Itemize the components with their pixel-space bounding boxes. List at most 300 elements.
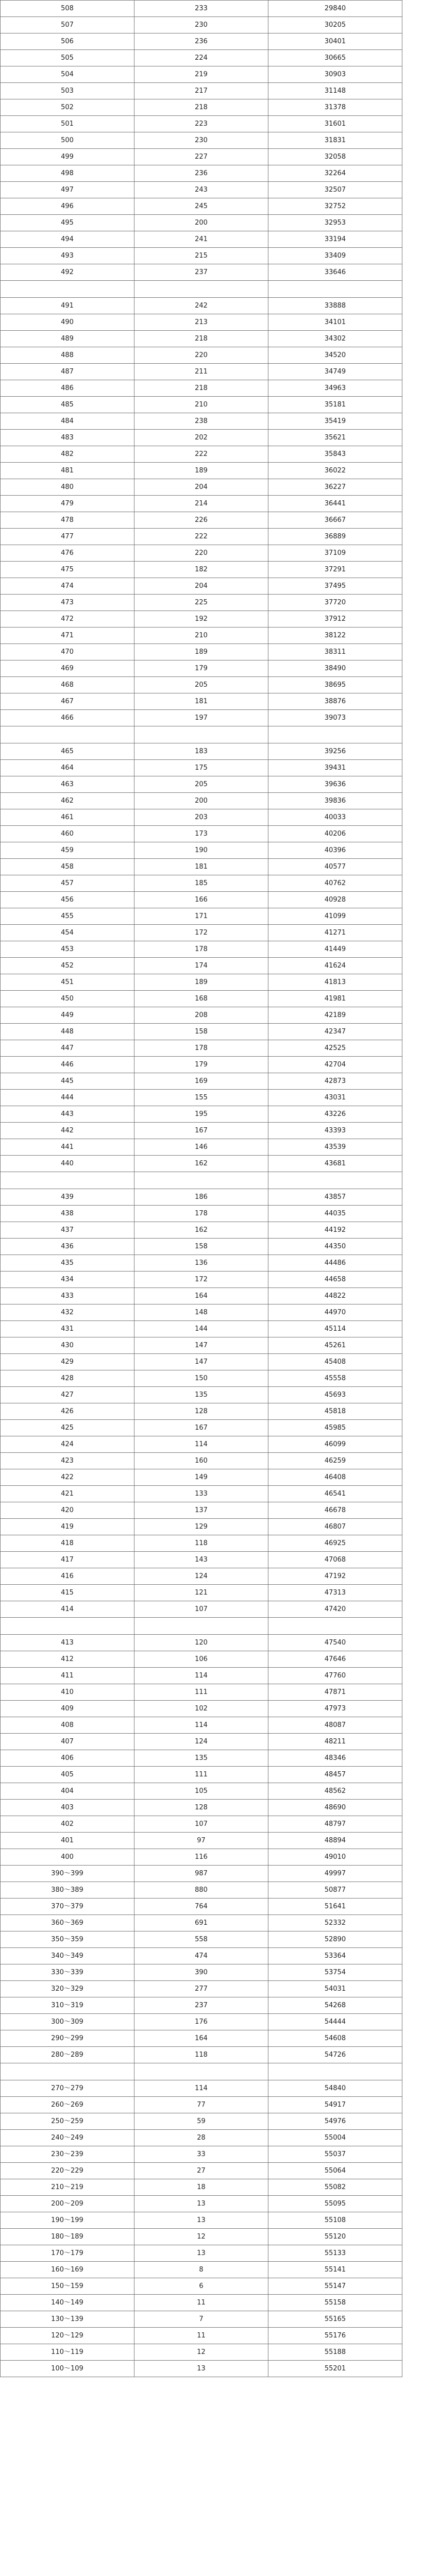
score-cell: 370～379	[1, 1899, 134, 1915]
table-row	[1, 99, 402, 116]
cumulative-count-cell: 29840	[268, 1, 402, 17]
score-cell: 488	[1, 347, 134, 364]
score-cell: 459	[1, 842, 134, 859]
count-cell: 220	[134, 347, 268, 364]
score-cell: 491	[1, 298, 134, 314]
table-row	[1, 1453, 402, 1469]
count-cell: 222	[134, 529, 268, 545]
cumulative-count-cell: 55176	[268, 2328, 402, 2344]
score-cell: 421	[1, 1486, 134, 1502]
score-cell: 413	[1, 1635, 134, 1651]
table-row	[1, 1304, 402, 1321]
cumulative-count-cell: 38490	[268, 660, 402, 677]
score-cell: 475	[1, 562, 134, 578]
table-row	[1, 347, 402, 364]
count-cell: 169	[134, 1073, 268, 1090]
score-cell: 453	[1, 941, 134, 958]
count-cell: 210	[134, 397, 268, 413]
score-cell: 140～149	[1, 2295, 134, 2311]
score-cell: 390～399	[1, 1866, 134, 1882]
table-row	[1, 974, 402, 991]
table-row	[1, 397, 402, 413]
score-cell: 100～109	[1, 2361, 134, 2377]
table-row	[1, 1816, 402, 1833]
cumulative-count-cell: 41624	[268, 958, 402, 974]
table-row	[1, 545, 402, 562]
table-row	[1, 1354, 402, 1370]
table-row	[1, 314, 402, 331]
table-row	[1, 2262, 402, 2278]
cumulative-count-cell: 30205	[268, 17, 402, 33]
table-row	[1, 1734, 402, 1750]
score-cell: 499	[1, 149, 134, 165]
cumulative-count-cell: 48211	[268, 1734, 402, 1750]
score-cell: 472	[1, 611, 134, 628]
table-row	[1, 958, 402, 974]
score-cell: 487	[1, 364, 134, 380]
score-cell: 435	[1, 1255, 134, 1272]
count-cell: 160	[134, 1453, 268, 1469]
score-cell: 350～359	[1, 1931, 134, 1948]
score-cell: 407	[1, 1734, 134, 1750]
score-cell: 404	[1, 1783, 134, 1800]
score-cell: 402	[1, 1816, 134, 1833]
cumulative-count-cell: 55188	[268, 2344, 402, 2361]
score-cell: 494	[1, 231, 134, 248]
cumulative-count-cell: 36889	[268, 529, 402, 545]
cumulative-count-cell: 55064	[268, 2163, 402, 2179]
score-cell: 444	[1, 1090, 134, 1106]
table-row	[1, 380, 402, 397]
score-cell: 417	[1, 1552, 134, 1568]
count-cell: 59	[134, 2113, 268, 2130]
count-cell: 137	[134, 1502, 268, 1519]
table-row	[1, 1239, 402, 1255]
count-cell: 12	[134, 2344, 268, 2361]
score-cell: 505	[1, 50, 134, 66]
count-cell: 222	[134, 446, 268, 463]
count-cell: 219	[134, 66, 268, 83]
cumulative-count-cell: 48346	[268, 1750, 402, 1767]
count-cell: 114	[134, 1436, 268, 1453]
cumulative-count-cell: 54031	[268, 1981, 402, 1997]
table-row	[1, 2014, 402, 2030]
count-cell: 192	[134, 611, 268, 628]
cumulative-count-cell: 30401	[268, 33, 402, 50]
score-cell: 419	[1, 1519, 134, 1535]
score-cell: 470	[1, 644, 134, 660]
cumulative-count-cell: 54976	[268, 2113, 402, 2130]
count-cell: 241	[134, 231, 268, 248]
score-cell: 438	[1, 1206, 134, 1222]
cumulative-count-cell: 37720	[268, 595, 402, 611]
table-row	[1, 1387, 402, 1403]
table-row	[1, 2113, 402, 2130]
table-row	[1, 1321, 402, 1337]
score-cell: 300～309	[1, 2014, 134, 2030]
table-row	[1, 298, 402, 314]
count-cell: 172	[134, 925, 268, 941]
score-cell: 454	[1, 925, 134, 941]
table-row	[1, 1948, 402, 1964]
score-cell: 430	[1, 1337, 134, 1354]
cumulative-count-cell: 47646	[268, 1651, 402, 1668]
score-cell: 408	[1, 1717, 134, 1734]
count-cell: 277	[134, 1981, 268, 1997]
count-cell: 175	[134, 760, 268, 776]
count-cell: 179	[134, 1057, 268, 1073]
cumulative-count-cell: 42189	[268, 1007, 402, 1024]
count-cell: 202	[134, 430, 268, 446]
count-cell: 237	[134, 1997, 268, 2014]
count-cell: 162	[134, 1156, 268, 1172]
score-cell: 465	[1, 743, 134, 760]
count-cell: 33	[134, 2146, 268, 2163]
cumulative-count-cell: 31378	[268, 99, 402, 116]
cumulative-count-cell: 54840	[268, 2080, 402, 2097]
table-row	[1, 2229, 402, 2245]
empty-cell	[1, 1618, 134, 1635]
table-row	[1, 1139, 402, 1156]
score-cell: 443	[1, 1106, 134, 1123]
score-cell: 409	[1, 1701, 134, 1717]
cumulative-count-cell: 31601	[268, 116, 402, 132]
score-cell: 426	[1, 1403, 134, 1420]
table-row	[1, 842, 402, 859]
count-cell: 987	[134, 1866, 268, 1882]
cumulative-count-cell: 30903	[268, 66, 402, 83]
count-cell: 218	[134, 331, 268, 347]
count-cell: 128	[134, 1800, 268, 1816]
count-cell: 12	[134, 2229, 268, 2245]
table-row	[1, 611, 402, 628]
table-row	[1, 1568, 402, 1585]
score-cell: 431	[1, 1321, 134, 1337]
score-cell: 340～349	[1, 1948, 134, 1964]
separator-row	[1, 1172, 402, 1189]
count-cell: 149	[134, 1469, 268, 1486]
count-cell: 158	[134, 1024, 268, 1040]
count-cell: 118	[134, 2047, 268, 2063]
score-cell: 457	[1, 875, 134, 892]
table-row	[1, 1024, 402, 1040]
table-row	[1, 859, 402, 875]
table-row	[1, 1106, 402, 1123]
score-cell: 130～139	[1, 2311, 134, 2328]
table-row	[1, 693, 402, 710]
cumulative-count-cell: 37495	[268, 578, 402, 595]
cumulative-count-cell: 45985	[268, 1420, 402, 1436]
table-row	[1, 991, 402, 1007]
cumulative-count-cell: 48690	[268, 1800, 402, 1816]
cumulative-count-cell: 36227	[268, 479, 402, 496]
count-cell: 164	[134, 1288, 268, 1304]
cumulative-count-cell: 44658	[268, 1272, 402, 1288]
cumulative-count-cell: 55141	[268, 2262, 402, 2278]
count-cell: 155	[134, 1090, 268, 1106]
score-cell: 451	[1, 974, 134, 991]
table-row	[1, 132, 402, 149]
count-cell: 242	[134, 298, 268, 314]
score-cell: 230～239	[1, 2146, 134, 2163]
cumulative-count-cell: 47420	[268, 1601, 402, 1618]
table-row	[1, 628, 402, 644]
count-cell: 474	[134, 1948, 268, 1964]
score-cell: 460	[1, 826, 134, 842]
cumulative-count-cell: 50877	[268, 1882, 402, 1899]
table-row	[1, 17, 402, 33]
count-cell: 13	[134, 2245, 268, 2262]
cumulative-count-cell: 41271	[268, 925, 402, 941]
count-cell: 189	[134, 644, 268, 660]
cumulative-count-cell: 42704	[268, 1057, 402, 1073]
score-cell: 170～179	[1, 2245, 134, 2262]
table-row	[1, 2097, 402, 2113]
score-cell: 508	[1, 1, 134, 17]
cumulative-count-cell: 38695	[268, 677, 402, 693]
cumulative-count-cell: 43681	[268, 1156, 402, 1172]
count-cell: 124	[134, 1734, 268, 1750]
score-cell: 423	[1, 1453, 134, 1469]
score-cell: 425	[1, 1420, 134, 1436]
empty-cell	[268, 281, 402, 298]
count-cell: 106	[134, 1651, 268, 1668]
table-row	[1, 2196, 402, 2212]
score-cell: 320～329	[1, 1981, 134, 1997]
table-row	[1, 2278, 402, 2295]
empty-cell	[1, 726, 134, 743]
score-cell: 449	[1, 1007, 134, 1024]
count-cell: 558	[134, 1931, 268, 1948]
cumulative-count-cell: 47760	[268, 1668, 402, 1684]
score-cell: 437	[1, 1222, 134, 1239]
cumulative-count-cell: 53364	[268, 1948, 402, 1964]
count-cell: 213	[134, 314, 268, 331]
cumulative-count-cell: 34302	[268, 331, 402, 347]
score-cell: 405	[1, 1767, 134, 1783]
score-cell: 280～289	[1, 2047, 134, 2063]
table-row	[1, 1189, 402, 1206]
table-row	[1, 1899, 402, 1915]
empty-cell	[268, 726, 402, 743]
count-cell: 116	[134, 1849, 268, 1866]
score-cell: 403	[1, 1800, 134, 1816]
score-cell: 445	[1, 1073, 134, 1090]
score-cell: 406	[1, 1750, 134, 1767]
score-cell: 447	[1, 1040, 134, 1057]
count-cell: 214	[134, 496, 268, 512]
count-cell: 186	[134, 1189, 268, 1206]
cumulative-count-cell: 45261	[268, 1337, 402, 1354]
cumulative-count-cell: 35181	[268, 397, 402, 413]
table-row	[1, 1849, 402, 1866]
score-cell: 496	[1, 198, 134, 215]
cumulative-count-cell: 48562	[268, 1783, 402, 1800]
table-row	[1, 677, 402, 693]
separator-row	[1, 2063, 402, 2080]
cumulative-count-cell: 44350	[268, 1239, 402, 1255]
count-cell: 6	[134, 2278, 268, 2295]
cumulative-count-cell: 41449	[268, 941, 402, 958]
cumulative-count-cell: 49010	[268, 1849, 402, 1866]
score-cell: 483	[1, 430, 134, 446]
count-cell: 182	[134, 562, 268, 578]
count-cell: 183	[134, 743, 268, 760]
cumulative-count-cell: 39431	[268, 760, 402, 776]
count-cell: 224	[134, 50, 268, 66]
table-row	[1, 2361, 402, 2377]
count-cell: 390	[134, 1964, 268, 1981]
table-row	[1, 1701, 402, 1717]
cumulative-count-cell: 45818	[268, 1403, 402, 1420]
count-cell: 18	[134, 2179, 268, 2196]
table-row	[1, 1833, 402, 1849]
count-cell: 158	[134, 1239, 268, 1255]
cumulative-count-cell: 37109	[268, 545, 402, 562]
table-row	[1, 1206, 402, 1222]
score-cell: 260～269	[1, 2097, 134, 2113]
score-cell: 120～129	[1, 2328, 134, 2344]
table-row	[1, 578, 402, 595]
table-row	[1, 2328, 402, 2344]
count-cell: 176	[134, 2014, 268, 2030]
cumulative-count-cell: 32264	[268, 165, 402, 182]
cumulative-count-cell: 32953	[268, 215, 402, 231]
score-cell: 482	[1, 446, 134, 463]
table-row	[1, 529, 402, 545]
count-cell: 190	[134, 842, 268, 859]
table-row	[1, 2344, 402, 2361]
count-cell: 13	[134, 2212, 268, 2229]
count-cell: 181	[134, 693, 268, 710]
score-cell: 473	[1, 595, 134, 611]
table-row	[1, 1717, 402, 1734]
table-row	[1, 644, 402, 660]
score-cell: 464	[1, 760, 134, 776]
cumulative-count-cell: 48087	[268, 1717, 402, 1734]
cumulative-count-cell: 45408	[268, 1354, 402, 1370]
table-row	[1, 1915, 402, 1931]
count-cell: 195	[134, 1106, 268, 1123]
table-row	[1, 1370, 402, 1387]
count-cell: 215	[134, 248, 268, 264]
table-row	[1, 2295, 402, 2311]
score-cell: 442	[1, 1123, 134, 1139]
count-cell: 107	[134, 1816, 268, 1833]
cumulative-count-cell: 37291	[268, 562, 402, 578]
cumulative-count-cell: 55095	[268, 2196, 402, 2212]
count-cell: 135	[134, 1387, 268, 1403]
separator-row	[1, 1618, 402, 1635]
table-row	[1, 826, 402, 842]
count-cell: 148	[134, 1304, 268, 1321]
count-cell: 230	[134, 17, 268, 33]
cumulative-count-cell: 34749	[268, 364, 402, 380]
cumulative-count-cell: 48457	[268, 1767, 402, 1783]
count-cell: 102	[134, 1701, 268, 1717]
cumulative-count-cell: 34101	[268, 314, 402, 331]
cumulative-count-cell: 33409	[268, 248, 402, 264]
cumulative-count-cell: 54917	[268, 2097, 402, 2113]
cumulative-count-cell: 52890	[268, 1931, 402, 1948]
table-row	[1, 1931, 402, 1948]
score-cell: 415	[1, 1585, 134, 1601]
score-cell: 422	[1, 1469, 134, 1486]
cumulative-count-cell: 43393	[268, 1123, 402, 1139]
cumulative-count-cell: 45114	[268, 1321, 402, 1337]
cumulative-count-cell: 32507	[268, 182, 402, 198]
cumulative-count-cell: 42873	[268, 1073, 402, 1090]
cumulative-count-cell: 55120	[268, 2229, 402, 2245]
count-cell: 8	[134, 2262, 268, 2278]
cumulative-count-cell: 47192	[268, 1568, 402, 1585]
table-row	[1, 1288, 402, 1304]
score-cell: 502	[1, 99, 134, 116]
count-cell: 233	[134, 1, 268, 17]
count-cell: 205	[134, 677, 268, 693]
count-cell: 203	[134, 809, 268, 826]
table-row	[1, 1486, 402, 1502]
table-row	[1, 1585, 402, 1601]
count-cell: 167	[134, 1420, 268, 1436]
table-row	[1, 1783, 402, 1800]
cumulative-count-cell: 55037	[268, 2146, 402, 2163]
score-table-body	[1, 1, 402, 2377]
table-row	[1, 1767, 402, 1783]
score-cell: 484	[1, 413, 134, 430]
table-row	[1, 149, 402, 165]
count-cell: 146	[134, 1139, 268, 1156]
count-cell: 167	[134, 1123, 268, 1139]
table-row	[1, 1668, 402, 1684]
table-row	[1, 908, 402, 925]
count-cell: 236	[134, 165, 268, 182]
cumulative-count-cell: 54608	[268, 2030, 402, 2047]
score-cell: 310～319	[1, 1997, 134, 2014]
cumulative-count-cell: 48797	[268, 1816, 402, 1833]
score-cell: 240～249	[1, 2130, 134, 2146]
cumulative-count-cell: 44822	[268, 1288, 402, 1304]
score-cell: 498	[1, 165, 134, 182]
empty-cell	[134, 1172, 268, 1189]
empty-cell	[1, 2063, 134, 2080]
cumulative-count-cell: 47973	[268, 1701, 402, 1717]
score-cell: 429	[1, 1354, 134, 1370]
table-row	[1, 1981, 402, 1997]
count-cell: 11	[134, 2328, 268, 2344]
cumulative-count-cell: 34963	[268, 380, 402, 397]
count-cell: 238	[134, 413, 268, 430]
score-cell: 467	[1, 693, 134, 710]
table-row	[1, 1, 402, 17]
count-cell: 173	[134, 826, 268, 842]
table-row	[1, 660, 402, 677]
separator-row	[1, 281, 402, 298]
table-row	[1, 562, 402, 578]
score-cell: 380～389	[1, 1882, 134, 1899]
score-cell: 481	[1, 463, 134, 479]
score-cell: 501	[1, 116, 134, 132]
table-row	[1, 793, 402, 809]
score-cell: 401	[1, 1833, 134, 1849]
cumulative-count-cell: 32752	[268, 198, 402, 215]
cumulative-count-cell: 52332	[268, 1915, 402, 1931]
cumulative-count-cell: 54268	[268, 1997, 402, 2014]
cumulative-count-cell: 48894	[268, 1833, 402, 1849]
table-row	[1, 1535, 402, 1552]
count-cell: 208	[134, 1007, 268, 1024]
cumulative-count-cell: 39636	[268, 776, 402, 793]
